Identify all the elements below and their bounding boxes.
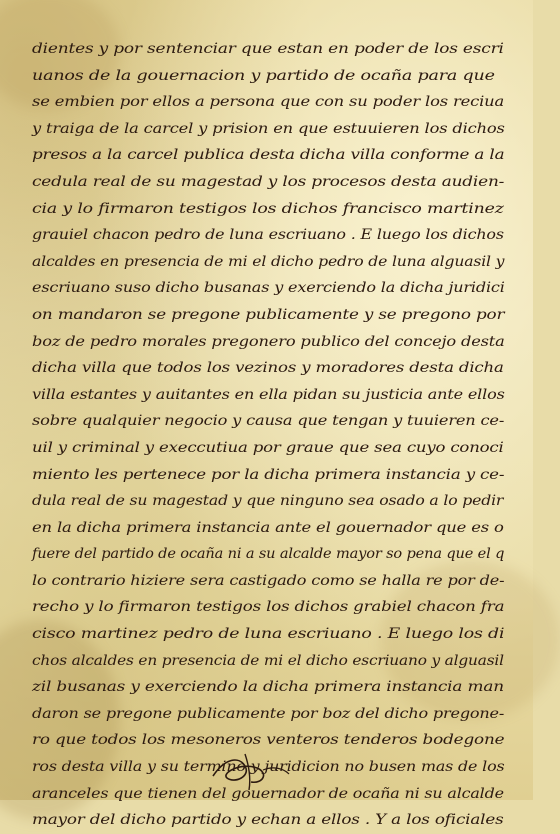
text-line: miento les pertenece por la dicha primera instancia y ce-: [32, 466, 505, 483]
text-line: lo contrario hiziere sera castigado como se halla re por de-: [32, 572, 505, 589]
text-line: cia y lo firmaron testigos los dichos francisco martinez: [32, 200, 504, 217]
text-line: presos a la carcel publica desta dicha villa conforme a la: [32, 147, 505, 164]
text-line: ro que todos los mesoneros venteros tenderos bodegone: [32, 732, 505, 749]
text-line: aranceles que tienen del gouernador de ocaña ni su alcalde: [32, 785, 504, 802]
text-line: daron se pregone publicamente por boz del dicho pregone-: [32, 705, 505, 722]
text-line: fuere del partido de ocaña ni a su alcalde mayor so pena que el q: [32, 546, 505, 563]
text-line: on mandaron se pregone publicamente y se pregono por: [32, 306, 505, 323]
text-line: sobre qualquier negocio y causa que tengan y tuuieren ce-: [32, 413, 505, 430]
text-line: en la dicha primera instancia ante el gouernador que es o: [32, 519, 504, 536]
signature-flourish: [205, 748, 295, 792]
text-line: alcaldes en presencia de mi el dicho pedro de luna alguasil y: [32, 253, 505, 270]
text-line: escriuano suso dicho busanas y exerciendo la dicha juridici: [32, 280, 505, 297]
text-line: uil y criminal y execcutiua por graue que sea cuyo conoci: [32, 439, 504, 456]
text-line: y traiga de la carcel y prision en que estuuieren los dichos: [32, 120, 505, 137]
text-line: se embien por ellos a persona que con su poder los reciua: [32, 94, 505, 111]
text-line: cisco martinez pedro de luna escriuano . E luego los di: [32, 626, 505, 643]
text-line: boz de pedro morales pregonero publico del concejo desta: [32, 333, 505, 350]
manuscript-text: [32, 36, 504, 834]
text-line: recho y lo firmaron testigos los dichos grabiel chacon fra: [32, 599, 505, 616]
text-line: zil busanas y exerciendo la dicha primera instancia man: [32, 679, 504, 696]
text-line: uanos de la gouernacion y partido de ocaña para que: [32, 67, 495, 84]
text-line: dientes y por sentenciar que estan en poder de los escri: [32, 41, 504, 57]
text-line: dicha villa que todos los vezinos y moradores desta dicha: [32, 360, 504, 377]
text-line: villa estantes y auitantes en ella pidan su justicia ante ellos: [32, 386, 505, 403]
text-line: grauiel chacon pedro de luna escriuano . E luego los dichos: [32, 227, 504, 244]
text-line: dula real de su magestad y que ninguno sea osado a lo pedir: [32, 493, 504, 510]
text-line: ros desta villa y su termino y juridicion no busen mas de los: [32, 759, 505, 776]
text-line: chos alcaldes en presencia de mi el dicho escriuano y alguasil: [32, 652, 504, 669]
text-line: cedula real de su magestad y los procesos desta audien-: [32, 173, 505, 190]
text-line: mayor del dicho partido y echan a ellos . Y a los oficiales: [32, 812, 504, 829]
rubric-flourish-icon: [205, 748, 295, 792]
